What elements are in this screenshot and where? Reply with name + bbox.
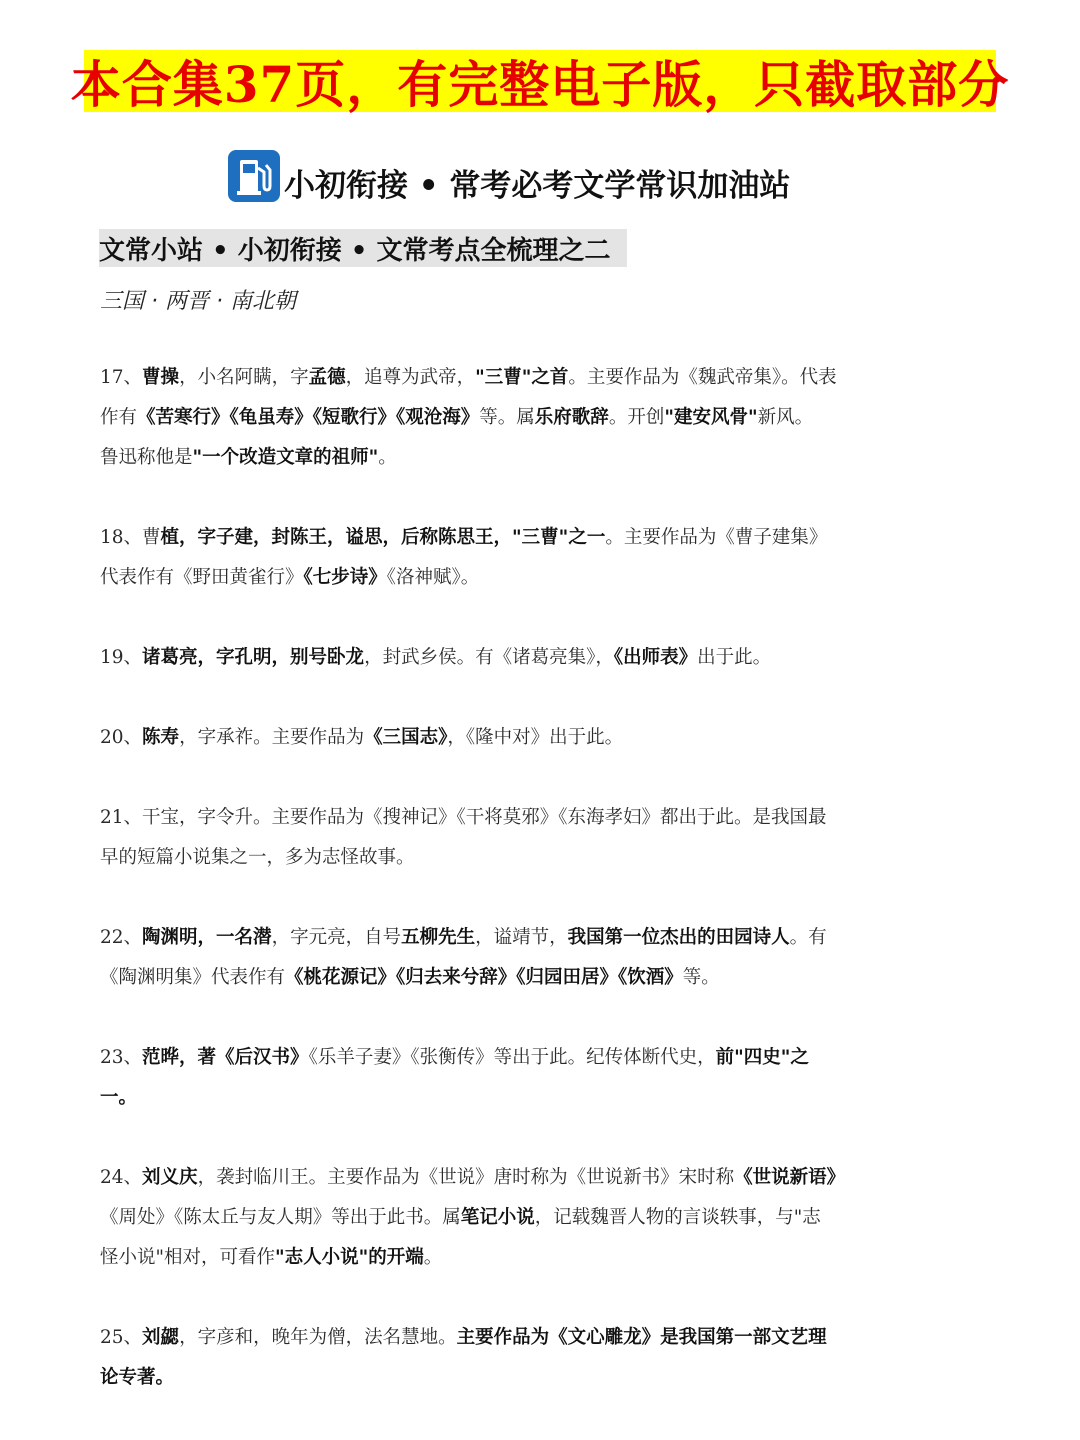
entry-text-bold: 植，字子建，封陈王，谥思，后称陈思王，"三曹"之一 xyxy=(160,527,606,548)
entry-line xyxy=(100,798,930,838)
subtitle: 文常小站 • 小初衔接 • 文常考点全梳理之二 xyxy=(99,235,611,266)
entry-text: ，谥靖节， xyxy=(475,927,568,948)
entry-item xyxy=(100,1158,930,1278)
entry-text: 鲁迅称他是 xyxy=(100,447,193,468)
entry-text: 作有 xyxy=(100,407,138,428)
entry-item xyxy=(100,638,930,678)
entry-text-bold: 《三国志》 xyxy=(364,727,448,748)
banner-text: 本合集37页，有完整电子版，只截取部分 xyxy=(70,55,1010,114)
entry-text: 出于此。 xyxy=(697,647,772,668)
entry-line xyxy=(100,918,930,958)
entry-text-bold: 《世说新语》 xyxy=(734,1167,846,1188)
entry-item xyxy=(100,518,930,598)
entry-text: 《洛神赋》。 xyxy=(386,567,480,588)
entry-item xyxy=(100,1318,930,1398)
header xyxy=(228,152,790,212)
page-title: 小初衔接 • 常考必考文学常识加油站 xyxy=(284,167,791,204)
entry-text: 。主要作品为《曹子建集》 xyxy=(605,527,828,548)
entry-line xyxy=(100,398,930,438)
promo-banner xyxy=(70,50,1010,114)
entry-text: ，字元亮，自号 xyxy=(271,927,402,948)
entry-text-bold: 范晔，著《后汉书》 xyxy=(142,1047,309,1068)
entry-line xyxy=(100,358,930,398)
entry-line xyxy=(100,558,930,598)
entry-text-bold: 《苦寒行》《龟虽寿》《短歌行》《观沧海》 xyxy=(137,407,480,428)
entry-text-bold: 曹操 xyxy=(142,367,180,388)
entry-text-bold: 《七步诗》 xyxy=(303,567,387,588)
subtitle-box xyxy=(99,229,627,267)
entry-text: 。 xyxy=(423,1247,443,1268)
entry-text: 23、 xyxy=(100,1047,143,1068)
entry-line xyxy=(100,718,930,758)
entry-text-bold: 主要作品为《文心雕龙》是我国第一部文艺理 xyxy=(456,1327,827,1348)
entry-text-bold: 孟德 xyxy=(308,367,346,388)
entry-text: 。主要作品为《魏武帝集》。代表 xyxy=(568,367,837,388)
entry-text: 19、 xyxy=(100,647,143,668)
entry-text: 22、 xyxy=(100,927,143,948)
entry-text-bold: 论专著。 xyxy=(100,1367,175,1388)
entry-line xyxy=(100,958,930,998)
entry-item xyxy=(100,358,930,478)
entry-text: 怪小说"相对，可看作 xyxy=(100,1247,276,1268)
entry-text: 等。属 xyxy=(479,407,535,428)
entry-line xyxy=(100,1238,930,1278)
entry-text-bold: 《桃花源记》《归去来兮辞》《归园田居》《饮酒》 xyxy=(285,967,683,988)
entry-text-bold: 陶渊明，一名潜 xyxy=(142,927,272,948)
entry-text: 。开创 xyxy=(608,407,665,428)
entry-text-bold: 五柳先生 xyxy=(401,927,476,948)
entry-text: ，追尊为武帝， xyxy=(345,367,476,388)
entry-text: 代表作有《野田黄雀行》 xyxy=(100,567,304,588)
entry-line xyxy=(100,438,930,478)
entry-item xyxy=(100,1038,930,1118)
fuel-pump-icon xyxy=(228,150,280,202)
entry-text-bold: "志人小说"的开端 xyxy=(275,1247,424,1268)
entry-text-bold: 乐府歌辞 xyxy=(534,407,609,428)
entry-text: 24、 xyxy=(100,1167,143,1188)
entry-line xyxy=(100,1358,930,1398)
entry-text-bold: 笔记小说 xyxy=(460,1207,535,1228)
entry-text-bold: 前"四史"之 xyxy=(715,1047,809,1068)
entry-line xyxy=(100,1158,930,1198)
entry-line xyxy=(100,838,930,878)
entry-text: 18、曹 xyxy=(100,527,161,548)
entry-text: ，字承祚。主要作品为 xyxy=(179,727,365,748)
entry-text: 《乐羊子妻》《张衡传》等出于此。纪传体断代史， xyxy=(308,1047,716,1068)
entry-line xyxy=(100,518,930,558)
entry-line xyxy=(100,1198,930,1238)
entry-text: ，字彦和，晚年为僧，法名慧地。 xyxy=(179,1327,457,1348)
entry-text: ，小名阿瞒，字 xyxy=(179,367,309,388)
entry-line xyxy=(100,638,930,678)
entry-text: ，《隆中对》出于此。 xyxy=(447,727,624,748)
entry-text-bold: "三曹"之首 xyxy=(475,367,569,388)
entry-text: 《陶渊明集》代表作有 xyxy=(100,967,286,988)
entry-text-bold: 我国第一位杰出的田园诗人 xyxy=(567,927,790,948)
entry-text-bold: 诸葛亮，字孔明，别号卧龙 xyxy=(142,647,365,668)
entry-text-bold: 一。 xyxy=(100,1087,138,1108)
entry-text-bold: "一个改造文章的祖师" xyxy=(192,447,379,468)
entry-text-bold: 刘义庆 xyxy=(142,1167,198,1188)
entry-text: 25、 xyxy=(100,1327,143,1348)
entry-line xyxy=(100,1038,930,1078)
entry-text: 20、 xyxy=(100,727,143,748)
entry-text: 早的短篇小说集之一，多为志怪故事。 xyxy=(100,847,415,868)
entry-text: 等。 xyxy=(682,967,720,988)
entry-item xyxy=(100,798,930,878)
entry-text: 。有 xyxy=(789,927,827,948)
entry-text-bold: "建安风骨" xyxy=(664,407,758,428)
entry-text: 。 xyxy=(378,447,397,468)
entry-line xyxy=(100,1078,930,1118)
entry-item xyxy=(100,918,930,998)
entry-text: 21、干宝，字令升。主要作品为《搜神记》《干将莫邪》《东海孝妇》都出于此。是我国最 xyxy=(100,807,827,828)
entry-text-bold: 刘勰 xyxy=(142,1327,180,1348)
entry-text: 新风。 xyxy=(757,407,814,428)
entry-text: ，封武乡侯。有《诸葛亮集》， xyxy=(364,647,614,668)
entry-line xyxy=(100,1318,930,1358)
entry-text-bold: 《出师表》 xyxy=(613,647,698,668)
entry-text: ，记载魏晋人物的言谈轶事，与"志 xyxy=(534,1207,821,1228)
entry-text: 17、 xyxy=(100,367,143,388)
section-heading: 三国 · 两晋 · 南北朝 xyxy=(100,289,296,314)
entry-text-bold: 陈寿 xyxy=(142,727,180,748)
entry-text: ，袭封临川王。主要作品为《世说》唐时称为《世说新书》宋时称 xyxy=(197,1167,735,1188)
entry-text: 《周处》《陈太丘与友人期》等出于此书。属 xyxy=(100,1207,461,1228)
entry-item xyxy=(100,718,930,758)
